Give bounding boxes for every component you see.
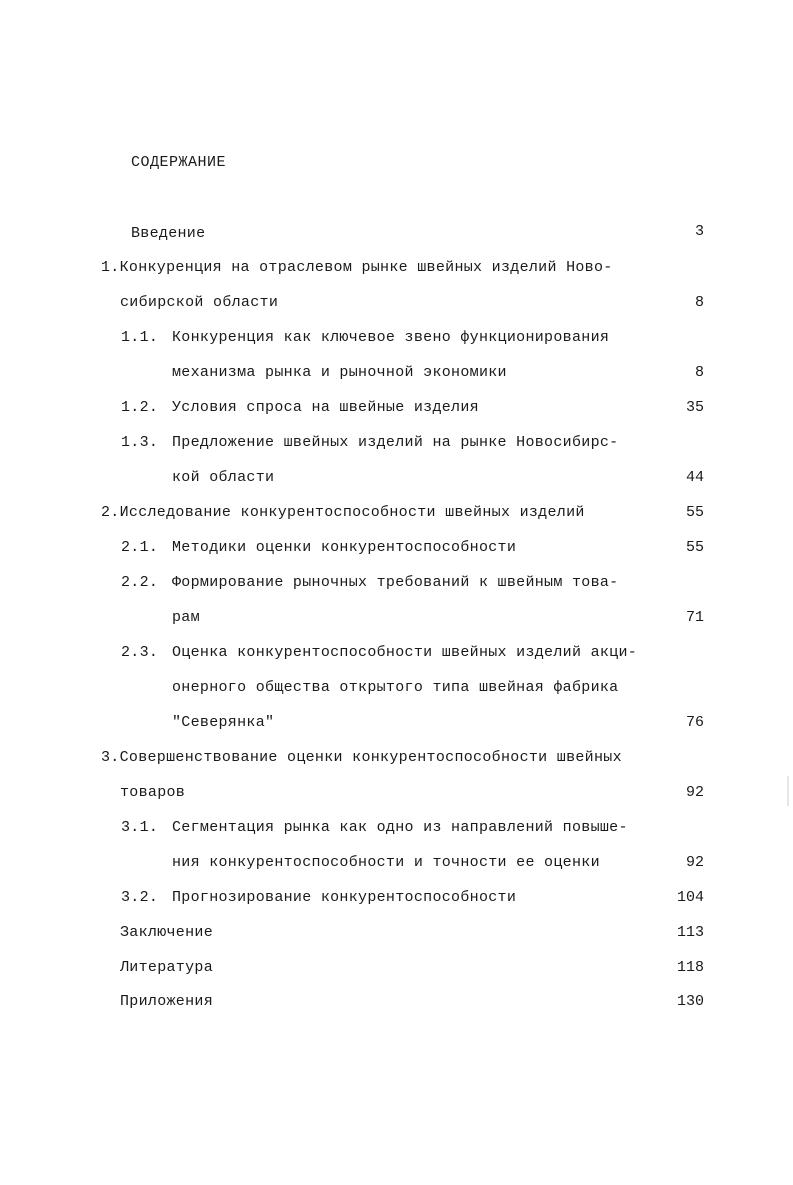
toc-s23-page: 76 bbox=[685, 714, 704, 731]
toc-s23-title: Оценка конкурентоспособности швейных изделий акци- bbox=[172, 644, 638, 661]
scan-margin-mark bbox=[787, 776, 789, 806]
toc-intro-page: 3 bbox=[694, 223, 704, 240]
toc-s21-page: 55 bbox=[685, 539, 704, 556]
toc-s31-title: Сегментация рынка как одно из направлений повыше- bbox=[172, 819, 628, 836]
toc-s32-number: 3.2. bbox=[121, 889, 159, 906]
toc-s13-title-cont: кой области bbox=[172, 469, 275, 486]
toc-s12-number: 1.2. bbox=[121, 399, 159, 416]
toc-s31-title-cont: ния конкурентоспособности и точности ее оценки bbox=[172, 854, 600, 871]
toc-ch1-page: 8 bbox=[694, 294, 704, 311]
toc-literature: Литература bbox=[120, 959, 214, 976]
toc-s22-page: 71 bbox=[685, 609, 704, 626]
toc-conclusion-page: 113 bbox=[676, 924, 704, 941]
toc-s22-title-cont: рам bbox=[172, 609, 200, 626]
toc-s23-number: 2.3. bbox=[121, 644, 159, 661]
toc-literature-page: 118 bbox=[676, 959, 704, 976]
toc-s11-page: 8 bbox=[694, 364, 704, 381]
toc-s23-title-cont2: "Северянка" bbox=[172, 714, 275, 731]
toc-ch3-title: 3.Совершенствование оценки конкурентоспособности швейных bbox=[101, 749, 622, 766]
toc-s21-number: 2.1. bbox=[121, 539, 159, 556]
toc-s31-number: 3.1. bbox=[121, 819, 159, 836]
toc-ch2-title: 2.Исследование конкурентоспособности швейных изделий bbox=[101, 504, 585, 521]
toc-s11-title-cont: механизма рынка и рыночной экономики bbox=[172, 364, 507, 381]
toc-s32-title: Прогнозирование конкурентоспособности bbox=[172, 889, 517, 906]
toc-s32-page: 104 bbox=[676, 889, 704, 906]
toc-s22-title: Формирование рыночных требований к швейным това- bbox=[172, 574, 619, 591]
toc-s13-number: 1.3. bbox=[121, 434, 159, 451]
toc-intro: Введение bbox=[131, 225, 206, 242]
toc-ch1-title-cont: сибирской области bbox=[120, 294, 279, 311]
toc-ch3-title-cont: товаров bbox=[120, 784, 186, 801]
toc-s31-page: 92 bbox=[685, 854, 704, 871]
toc-s21-title: Методики оценки конкурентоспособности bbox=[172, 539, 517, 556]
toc-conclusion: Заключение bbox=[120, 924, 214, 941]
toc-ch2-page: 55 bbox=[685, 504, 704, 521]
toc-s11-number: 1.1. bbox=[121, 329, 159, 346]
toc-s13-title: Предложение швейных изделий на рынке Новосибирс- bbox=[172, 434, 619, 451]
toc-appendices: Приложения bbox=[120, 993, 214, 1010]
page-title: СОДЕРЖАНИЕ bbox=[131, 154, 227, 171]
toc-s11-title: Конкуренция как ключевое звено функционирования bbox=[172, 329, 610, 346]
toc-ch1-title: 1.Конкуренция на отраслевом рынке швейных изделий Ново- bbox=[101, 259, 613, 276]
toc-appendices-page: 130 bbox=[676, 993, 704, 1010]
toc-s12-page: 35 bbox=[685, 399, 704, 416]
toc-s23-title-cont: онерного общества открытого типа швейная фабрика bbox=[172, 679, 619, 696]
toc-s22-number: 2.2. bbox=[121, 574, 159, 591]
toc-s13-page: 44 bbox=[685, 469, 704, 486]
toc-ch3-page: 92 bbox=[685, 784, 704, 801]
toc-s12-title: Условия спроса на швейные изделия bbox=[172, 399, 479, 416]
